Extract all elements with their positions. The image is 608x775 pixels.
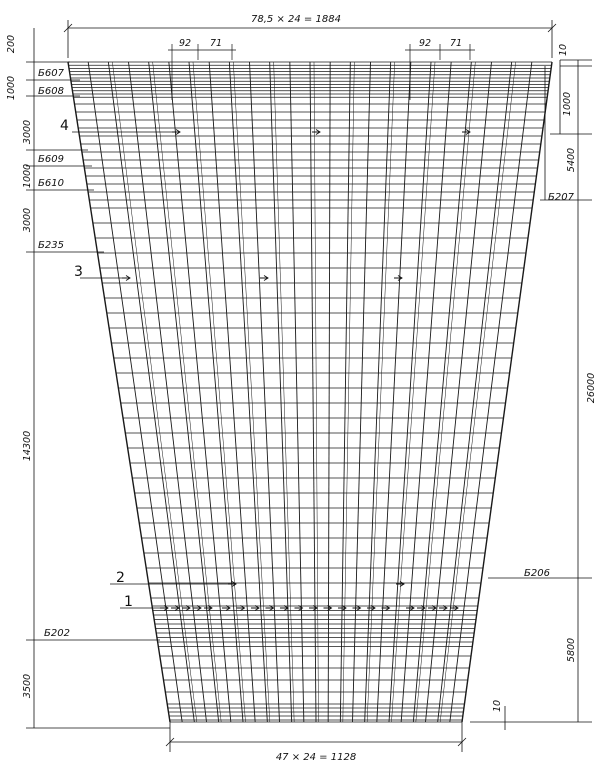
dim-26000: 26000	[586, 372, 597, 404]
mark-b610: Б610	[38, 178, 64, 189]
vertical-bar	[438, 62, 512, 722]
vertical-bar-secondary	[274, 62, 295, 722]
mark-b609: Б609	[38, 154, 64, 165]
spacing-71-left: 71	[209, 38, 223, 49]
vertical-bar-secondary	[367, 62, 395, 722]
bar-3-arrow	[260, 276, 268, 281]
dim-3000-a: 3000	[22, 119, 33, 145]
dim-5400: 5400	[566, 147, 577, 173]
dim-1000-a: 1000	[6, 75, 17, 101]
bar-3-arrow	[394, 276, 402, 281]
dim-5800: 5800	[566, 637, 577, 663]
vertical-bar	[169, 62, 231, 722]
vertical-bar	[290, 62, 304, 722]
vertical-bar	[353, 62, 371, 722]
dim-200: 200	[6, 34, 17, 54]
vertical-bar	[426, 62, 492, 722]
vertical-bar	[401, 62, 451, 722]
vertical-bar	[462, 62, 552, 722]
pointer-3: 3	[74, 264, 83, 280]
vertical-bar	[328, 62, 330, 722]
spacing-71-right: 71	[449, 38, 463, 49]
dim-1000-right: 1000	[562, 91, 573, 117]
dim-3500: 3500	[22, 673, 33, 699]
vertical-bar-secondary	[193, 62, 246, 722]
mark-b207: Б207	[548, 192, 574, 203]
vertical-bar-secondary	[392, 62, 436, 722]
mark-b206: Б206	[524, 568, 550, 579]
vertical-bar-secondary	[153, 62, 222, 722]
vertical-bar	[450, 62, 532, 722]
dim-1000-b: 1000	[22, 163, 33, 189]
spacing-92-left: 92	[178, 38, 192, 49]
mark-b607: Б607	[38, 68, 64, 79]
pointer-1: 1	[124, 594, 133, 610]
vertical-bar	[310, 62, 316, 722]
vertical-bar	[413, 62, 471, 722]
mark-b235: Б235	[38, 240, 64, 251]
dim-14300: 14300	[22, 430, 33, 462]
pointer-4: 4	[60, 118, 69, 134]
top-width-label: 78,5 × 24 = 1884	[251, 14, 341, 25]
vertical-bar	[377, 62, 411, 722]
vertical-bar	[149, 62, 219, 722]
dim-3000-b: 3000	[22, 207, 33, 233]
bottom-dimension	[166, 720, 466, 752]
mark-b608: Б608	[38, 86, 64, 97]
mark-b202: Б202	[44, 628, 70, 639]
spacing-92-right: 92	[418, 38, 432, 49]
dim-10-top: 10	[558, 43, 569, 57]
bar-2-arrow	[396, 582, 404, 587]
vertical-bar	[88, 62, 182, 722]
top-dimension	[64, 20, 556, 58]
vertical-bar	[108, 62, 194, 722]
bottom-width-label: 47 × 24 = 1128	[275, 752, 357, 763]
vertical-bar	[270, 62, 292, 722]
vertical-bar-secondary	[440, 62, 516, 722]
vertical-bar	[129, 62, 207, 722]
mesh-grid	[68, 62, 552, 722]
bar-4-arrow	[312, 130, 320, 135]
bar-3-arrow	[122, 276, 130, 281]
dim-10-bottom: 10	[492, 699, 503, 713]
vertical-bar	[365, 62, 391, 722]
pointer-2: 2	[116, 570, 125, 586]
